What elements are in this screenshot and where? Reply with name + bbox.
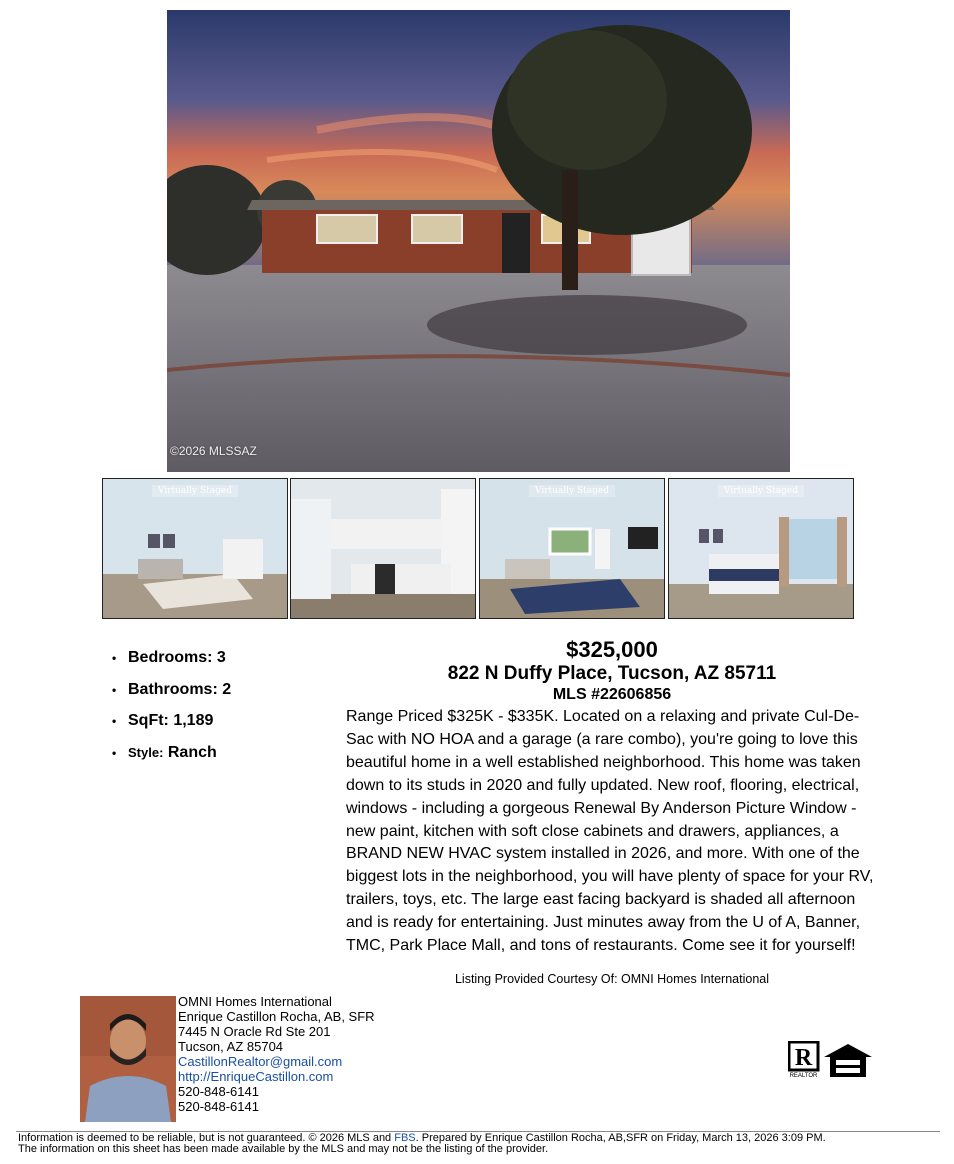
bullet-icon: •: [112, 651, 117, 665]
thumbnail-kitchen[interactable]: [290, 478, 476, 619]
agent-city: Tucson, AZ 85704: [178, 1039, 284, 1054]
virtually-staged-label: Virtually Staged: [152, 485, 238, 497]
agent-photo: [80, 996, 176, 1122]
kitchen-image: [291, 479, 476, 619]
svg-text:R: R: [794, 1045, 813, 1071]
bullet-icon: •: [112, 714, 117, 728]
photo-watermark: ©2026 MLSSAZ: [170, 444, 257, 458]
listing-courtesy: Listing Provided Courtesy Of: OMNI Homes International: [454, 972, 770, 986]
agent-name: Enrique Castillon Rocha, AB, SFR: [178, 1009, 375, 1024]
bedroom-image: [669, 479, 854, 619]
fbs-link[interactable]: FBS: [394, 1132, 416, 1144]
virtually-staged-label: Virtually Staged: [718, 485, 804, 497]
bullet-icon: •: [112, 745, 117, 760]
footer-disclaimer: [18, 1133, 948, 1155]
house-exterior-image: [167, 10, 790, 472]
agent-street: 7445 N Oracle Rd Ste 201: [178, 1024, 331, 1039]
thumbnail-living-room-2[interactable]: [479, 478, 665, 619]
realtor-logo-icon: [789, 1042, 818, 1079]
listing-description: Range Priced $325K - $335K. Located on a relaxing and private Cul-De-Sac with NO HOA and a garage (a rare combo), you're going to love this beautiful home in a well established neighborhood. This home was taken down to its studs in 2020 and fully updated. New roof, flooring, electrical, windows - including a gorgeous Renewal By Anderson Picture Window - new paint, kitchen with soft close cabinets and drawers, appliances, a BRAND NEW HVAC system installed in 2026, and more. With one of the biggest lots in the neighborhood, you will have plenty of space for your RV, trailers, toys, etc. The large east facing backyard is shaded all afternoon and is ready for entertaining. Just minutes away from the U of A, Banner, TMC, Park Place Mall, and tons of restaurants. Come see it for yourself!: [346, 708, 874, 955]
agent-portrait-image: [80, 996, 176, 1122]
agent-phone: 520-848-6141: [178, 1084, 259, 1099]
realtor-equal-housing-logos: [788, 1041, 874, 1079]
listing-price: $325,000: [566, 637, 658, 662]
disclaimer-line-2: The information on this sheet has been made available by the MLS and may not be the listing of the provider.: [18, 1143, 549, 1155]
virtually-staged-label: Virtually Staged: [529, 485, 615, 497]
thumbnail-living-room[interactable]: [102, 478, 288, 619]
disclaimer-line-1: Information is deemed to be reliable, but is not guaranteed. © 2026 MLS and FBS. Prepared by Enrique Castillon Rocha, AB,SFR on Friday, March 13, 2026 3:09 PM.: [18, 1132, 826, 1144]
feature-bedrooms: • Bedrooms: 3: [112, 649, 226, 666]
thumbnail-bedroom[interactable]: [668, 478, 854, 619]
listing-address: 822 N Duffy Place, Tucson, AZ 85711: [447, 663, 777, 684]
svg-text:REALTOR: REALTOR: [789, 1073, 818, 1079]
logo-group: [788, 1041, 874, 1084]
property-features-list: [110, 648, 231, 774]
agent-contact-block: [178, 994, 375, 1114]
equal-housing-icon: [824, 1044, 872, 1077]
feature-style: • Style: Ranch: [112, 743, 217, 761]
main-listing-photo[interactable]: [167, 10, 790, 472]
feature-sqft: • SqFt: 1,189: [112, 712, 214, 729]
agent-email-link[interactable]: CastillonRealtor@gmail.com: [178, 1054, 343, 1069]
agent-website-link[interactable]: http://EnriqueCastillon.com: [178, 1069, 334, 1084]
agent-phone-secondary: 520-848-6141: [178, 1099, 259, 1114]
living-room-image: [103, 479, 288, 619]
mls-number: MLS #22606856: [552, 686, 672, 703]
bullet-icon: •: [112, 682, 117, 697]
agent-company: OMNI Homes International: [178, 994, 332, 1009]
living-room-2-image: [480, 479, 665, 619]
feature-bathrooms: • Bathrooms: 2: [112, 680, 232, 698]
